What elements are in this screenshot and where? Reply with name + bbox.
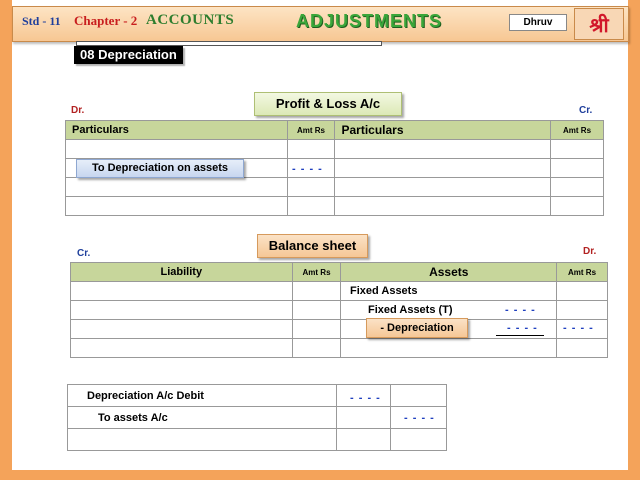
journal-credit-dash: - - - - — [404, 412, 435, 424]
bs-dash-net: - - - - — [563, 322, 594, 334]
bs-dr-label: Dr. — [583, 246, 597, 257]
bs-dash-fixed: - - - - — [505, 304, 536, 316]
bs-title-pill: Balance sheet — [257, 234, 368, 258]
table-row — [66, 178, 604, 197]
pl-header-particulars-cr: Particulars — [335, 121, 551, 140]
table-row — [71, 339, 608, 358]
section-label: 08 Depreciation — [74, 46, 183, 64]
bs-header-amt-liab: Amt Rs — [292, 263, 341, 282]
page-title: ADJUSTMENTS — [296, 11, 443, 31]
journal-credit-line: To assets A/c — [98, 412, 168, 424]
table-row — [66, 197, 604, 216]
bs-header-liability: Liability — [71, 263, 293, 282]
table-row — [71, 282, 608, 301]
bs-dash-depreciation: - - - - — [507, 322, 538, 334]
bs-fixed-assets: Fixed Assets — [350, 285, 418, 297]
bs-fixed-assets-t: Fixed Assets (T) — [368, 304, 453, 316]
pl-header-particulars-dr: Particulars — [66, 121, 288, 140]
journal-debit-line: Depreciation A/c Debit — [87, 390, 204, 402]
shree-logo-icon — [574, 8, 624, 40]
pl-title-pill: Profit & Loss A/c — [254, 92, 402, 116]
pl-header-amt-dr: Amt Rs — [287, 121, 335, 140]
pl-entry-pill: To Depreciation on assets — [76, 159, 244, 178]
subject-label: ACCOUNTS — [146, 12, 235, 28]
table-row — [66, 140, 604, 159]
pl-dr-label: Dr. — [71, 105, 85, 116]
pl-amount-dash: - - - - — [292, 163, 323, 175]
journal-debit-dash: - - - - — [350, 392, 381, 404]
std-label: Std - 11 — [22, 14, 61, 28]
table-row — [68, 429, 447, 451]
chapter-label: Chapter - 2 — [74, 13, 138, 28]
bs-header-assets: Assets — [341, 263, 557, 282]
pl-cr-label: Cr. — [579, 105, 593, 116]
bs-cr-label: Cr. — [77, 248, 91, 259]
pl-header-amt-cr: Amt Rs — [551, 121, 604, 140]
author-badge: Dhruv — [509, 14, 567, 31]
bs-depreciation-pill: - Depreciation — [366, 318, 468, 338]
bs-subtotal-line — [496, 335, 544, 336]
logo-glyph: श्री — [589, 12, 609, 37]
bs-header-amt-assets: Amt Rs — [557, 263, 608, 282]
